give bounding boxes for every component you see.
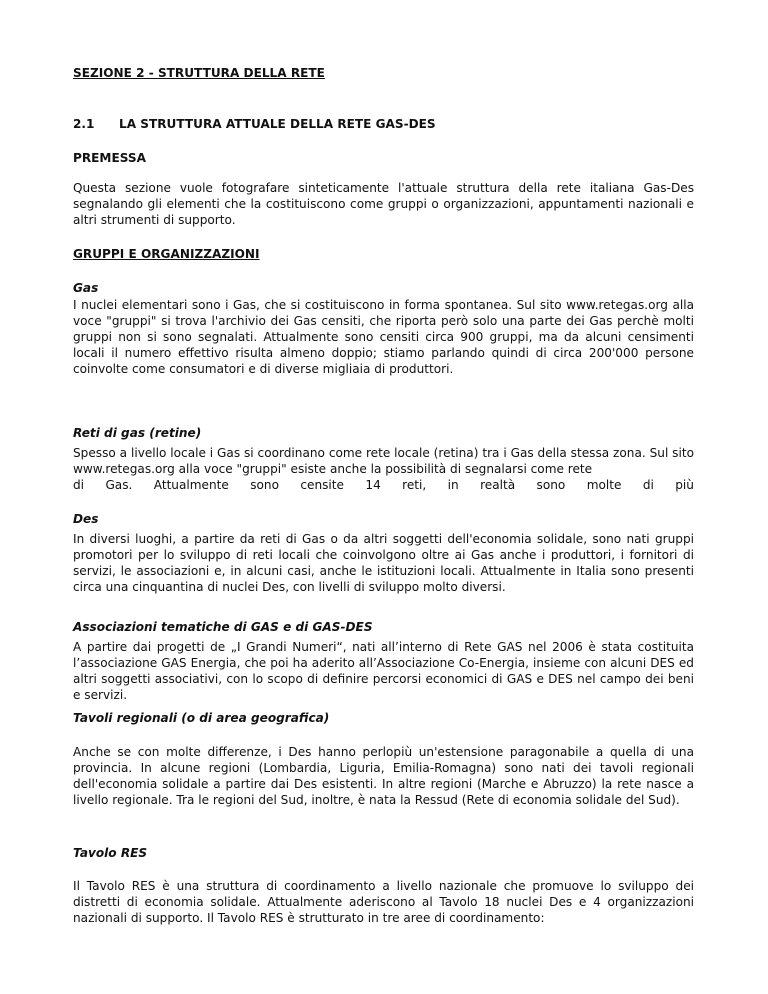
tavoli-paragraph: Anche se con molte differenze, i Des hanno perlopiù un'estensione paragonabile a quella di una provincia. In alcune regioni (Lombardia, Liguria, Emilia-Romagna) sono nati dei tavoli regionali dell'economia solidale a partire dai Des esistenti. In altre regioni (Marche e Abruzzo) la rete nasce a livello regionale. Tra le regioni del Sud, inoltre, è nata la Ressud (Rete di economia solidale del Sud). — [73, 745, 694, 807]
gruppi-heading: GRUPPI E ORGANIZZAZIONI — [73, 247, 260, 261]
word: molte — [586, 478, 622, 492]
word: sono — [250, 478, 279, 492]
des-heading: Des — [73, 512, 99, 526]
word: di — [642, 478, 654, 492]
word: in — [447, 478, 459, 492]
retine-last-line — [73, 477, 694, 493]
word: di — [73, 478, 85, 492]
word: Gas. — [105, 478, 133, 492]
tavolo-res-heading: Tavolo RES — [73, 846, 148, 860]
word: 14 — [365, 478, 381, 492]
associazioni-heading: Associazioni tematiche di GAS e di GAS-DES — [73, 620, 373, 634]
gas-heading: Gas — [73, 281, 99, 295]
retine-heading: Reti di gas (retine) — [73, 426, 202, 440]
section-title: SEZIONE 2 - STRUTTURA DELLA RETE — [73, 66, 325, 80]
subsection-number: 2.1 — [73, 117, 95, 131]
des-paragraph: In diversi luoghi, a partire da reti di Gas o da altri soggetti dell'economia solidale, sono nati gruppi promotori per lo sviluppo di reti locali che coinvolgono oltre ai Gas anche i produttori, i fornitori di servizi, le associazioni e, in alcuni casi, anche le istituzioni locali. Attualmente in Italia sono presenti circa una cinquantina di nuclei Des, con livelli di sviluppo molto diversi. — [73, 532, 694, 594]
tavolo-res-paragraph: Il Tavolo RES è una struttura di coordinamento a livello nazionale che promuove lo sviluppo dei distretti di economia solidale. Attualmente aderiscono al Tavolo 18 nuclei Des e 4 organizzazioni nazionali di supporto. Il Tavolo RES è strutturato in tre aree di coordinamento: — [73, 879, 694, 925]
subsection-title: LA STRUTTURA ATTUALE DELLA RETE GAS-DES — [119, 117, 436, 131]
subsection-heading — [73, 116, 436, 132]
retine-paragraph: Spesso a livello locale i Gas si coordinano come rete locale (retina) tra i Gas della stessa zona. Sul sito www.retegas.org alla voce "gruppi" esiste anche la possibilità di segnalarsi come rete — [73, 446, 694, 476]
word: realtà — [480, 478, 516, 492]
word: censite — [300, 478, 344, 492]
tavoli-heading: Tavoli regionali (o di area geografica) — [73, 711, 330, 725]
premessa-heading: PREMESSA — [73, 151, 146, 165]
premessa-paragraph: Questa sezione vuole fotografare sinteticamente l'attuale struttura della rete italiana Gas-Des segnalando gli elementi che la costituiscono come gruppi o organizzazioni, appuntamenti nazionali e altri strumenti di supporto. — [73, 181, 694, 227]
word: Attualmente — [153, 478, 229, 492]
word: reti, — [402, 478, 427, 492]
word: più — [675, 478, 694, 492]
associazioni-paragraph: A partire dai progetti de „I Grandi Numeri“, nati all’interno di Rete GAS nel 2006 è stata costituita l’associazione GAS Energia, che poi ha aderito all’Associazione Co-Energia, insieme con alcuni DES ed altri soggetti associativi, con lo scopo di definire percorsi economici di GAS e DES nel campo dei beni e servizi. — [73, 640, 694, 702]
gas-paragraph: I nuclei elementari sono i Gas, che si costituiscono in forma spontanea. Sul sito www.retegas.org alla voce "gruppi" si trova l'archivio dei Gas censiti, che riporta però solo una parte dei Gas perchè molti gruppi non si sono segnalati. Attualmente sono censiti circa 900 gruppi, ma da alcuni censimenti locali il numero effettivo risulta almeno doppio; stiamo parlando quindi di circa 200'000 persone coinvolte come consumatori e di diverse migliaia di produttori. — [73, 298, 694, 376]
word: sono — [536, 478, 566, 492]
